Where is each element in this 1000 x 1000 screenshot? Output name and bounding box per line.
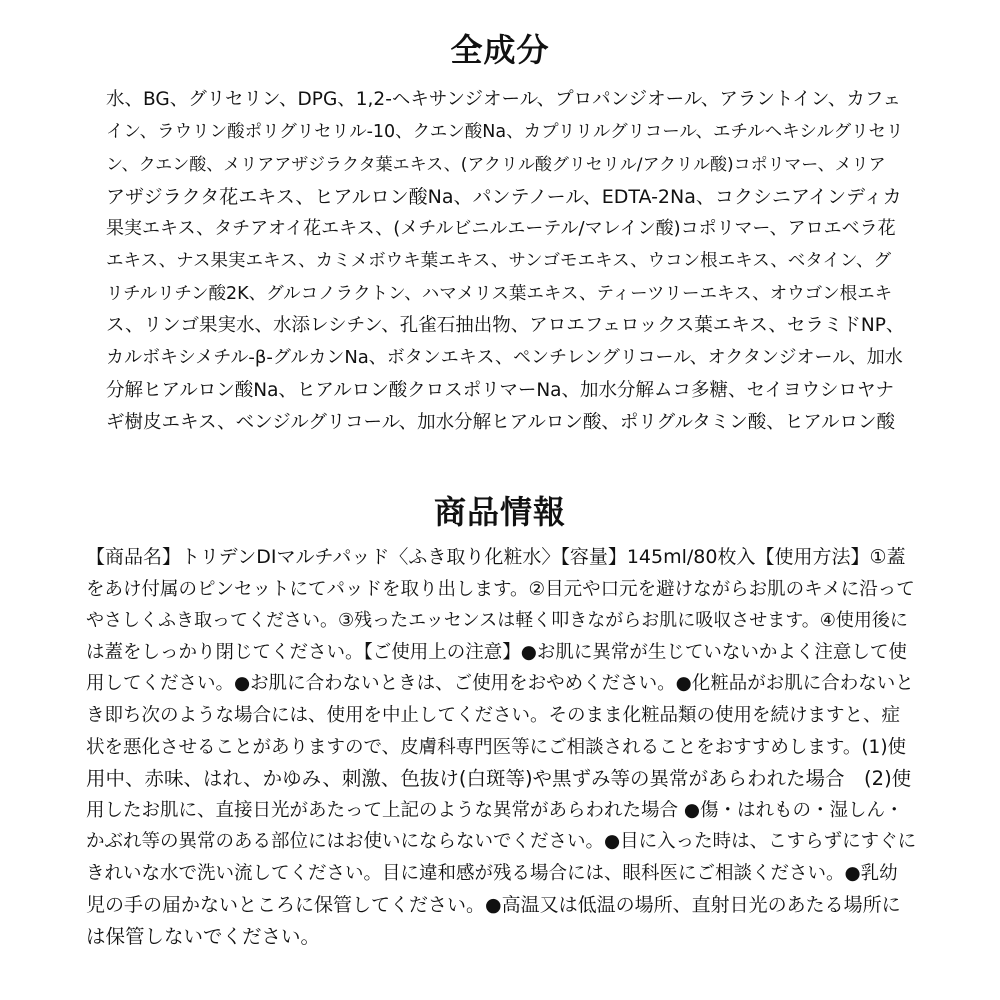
product-info-line: き即ち次のような場合には、使用を中止してください。そのまま化粧品類の使用を続けますと、症	[86, 704, 901, 726]
ingredients-line: 分解ヒアルロン酸Na、ヒアルロン酸クロスポリマーNa、加水分解ムコ多糖、セイヨウシロヤナ	[106, 379, 894, 401]
product-info-line: は蓋をしっかり閉じてください。【ご使用上の注意】●お肌に異常が生じていないかよく注意して使	[86, 641, 907, 663]
ingredients-line: イン、ラウリン酸ポリグリセリル-10、クエン酸Na、カプリリルグリコール、エチルヘキシルグリセリ	[106, 122, 904, 143]
product-info-line: 用してください。●お肌に合わないときは、ご使用をおやめください。●化粧品がお肌に合わないと	[86, 673, 914, 695]
ingredients-line: 果実エキス、タチアオイ花エキス、(メチルビニルエーテル/マレイン酸)コポリマー、アロエベラ花	[106, 218, 896, 240]
ingredients-line: ギ樹皮エキス、ベンジルグリコール、加水分解ヒアルロン酸、ポリグルタミン酸、ヒアルロン酸	[106, 411, 896, 433]
product-info-title: 商品情報	[433, 493, 566, 531]
ingredients-line: リチルリチン酸2K、グルコノラクトン、ハマメリス葉エキス、ティーツリーエキス、オウゴン根エキ	[106, 283, 893, 304]
product-info-line: きれいな水で洗い流してください。目に違和感が残る場合には、眼科医にご相談ください。●乳幼	[86, 862, 898, 884]
product-info-line: 用したお肌に、直接日光があたって上記のような異常があらわれた場合 ●傷・はれもの・湿しん・	[86, 799, 904, 821]
ingredients-line: ス、リンゴ果実水、水添レシチン、孔雀石抽出物、アロエフェロックス葉エキス、セラミドNP、	[106, 315, 905, 337]
product-info-line: 【商品名】トリデンDIマルチパッド〈ふき取り化粧水〉【容量】145ml/80枚入【使用方法】①蓋	[86, 546, 906, 568]
ingredients-line: エキス、ナス果実エキス、カミメボウキ葉エキス、サンゴモエキス、ウコン根エキス、ベタイン、グ	[106, 251, 892, 272]
product-info-line: は保管しないでください。	[86, 925, 321, 949]
product-info-line: 用中、赤味、はれ、かゆみ、刺激、色抜け(白斑等)や黒ずみ等の異常があらわれた場合 (2)使	[86, 767, 912, 791]
ingredients-title: 全成分	[450, 31, 550, 69]
product-info-line: 状を悪化させることがありますので、皮膚科専門医等にご相談されることをおすすめします。(1)使	[86, 736, 907, 758]
ingredients-line: カルボキシメチル-β-グルカンNa、ボタンエキス、ペンチレングリコール、オクタンジオール、加水	[106, 347, 903, 369]
ingredients-line: アザジラクタ花エキス、ヒアルロン酸Na、パンテノール、EDTA-2Na、コクシニアインディカ	[106, 185, 902, 208]
ingredients-line: 水、BG、グリセリン、DPG、1,2-ヘキサンジオール、プロパンジオール、アラントイン、カフェ	[106, 89, 901, 110]
ingredients-list	[106, 84, 906, 439]
product-info-text	[86, 542, 916, 953]
ingredients-line: ン、クエン酸、メリアアザジラクタ葉エキス、(アクリル酸グリセリル/アクリル酸)コポリマー、メリア	[106, 154, 886, 175]
product-info-line: やさしくふき取ってください。③残ったエッセンスは軽く叩きながらお肌に吸収させます。④使用後に	[86, 610, 908, 632]
product-info-line: かぶれ等の異常のある部位にはお使いにならないでください。●目に入った時は、こすらずにすぐに	[86, 831, 917, 853]
product-info-line: をあけ付属のピンセットにてパッドを取り出します。②目元や口元を避けながらお肌のキメに沿って	[86, 578, 915, 600]
product-info-line: 児の手の届かないところに保管してください。●高温又は低温の場所、直射日光のあたる場所に	[86, 893, 901, 916]
